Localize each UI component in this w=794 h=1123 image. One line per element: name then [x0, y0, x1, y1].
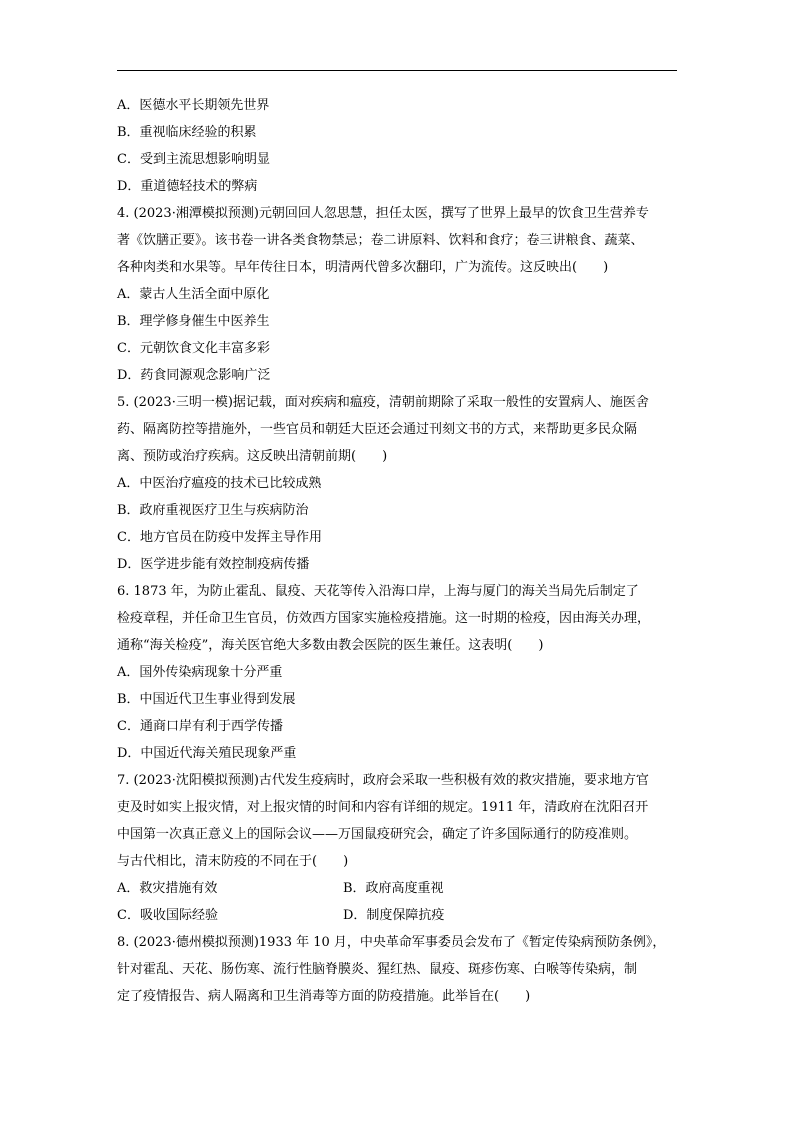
q5-option-a: A．中医治疗瘟疫的技术已比较成熟 — [117, 476, 322, 491]
q7-stem-line: 与古代相比，清末防疫的不同在于( ) — [117, 854, 349, 869]
q6-stem-line: 检疫章程，并任命卫生官员，仿效西方国家实施检疫措施。这一时期的检疫，因由海关办理， — [117, 611, 651, 626]
q6-stem-line: 通称“海关检疫”，海关医官绝大多数由教会医院的医生兼任。这表明( ) — [117, 638, 544, 653]
q7-option-c: C．吸收国际经验 — [117, 908, 218, 923]
q6-option-c: C．通商口岸有利于西学传播 — [117, 719, 283, 734]
q7-stem-line: 7. (2023·沈阳模拟预测)古代发生疫病时，政府会采取一些积极有效的救灾措施，要求地方官 — [117, 773, 649, 788]
q4-option-c: C．元朝饮食文化丰富多彩 — [117, 341, 270, 356]
q4-option-d: D．药食同源观念影响广泛 — [117, 368, 271, 383]
q4-stem-line: 各种肉类和水果等。早年传往日本，明清两代曾多次翻印，广为流传。这反映出( ) — [117, 260, 609, 275]
q4-option-a: A．蒙古人生活全面中原化 — [117, 287, 270, 302]
q8-stem-line: 8. (2023·德州模拟预测)1933 年 10 月，中央革命军事委员会发布了《暂定传染病预防条例》， — [117, 935, 666, 950]
q7-stem-line: 中国第一次真正意义上的国际会议——万国鼠疫研究会，确定了许多国际通行的防疫准则。 — [117, 827, 638, 842]
option-b: B．重视临床经验的积累 — [117, 125, 257, 140]
q7-option-b: B．政府高度重视 — [343, 881, 444, 896]
q4-stem-line: 著《饮膳正要》。该书卷一讲各类食物禁忌；卷二讲原料、饮料和食疗；卷三讲粮食、蔬菜、 — [117, 233, 644, 248]
q6-option-a: A．国外传染病现象十分严重 — [117, 665, 283, 680]
option-d: D．重道德轻技术的弊病 — [117, 179, 258, 194]
q7-options-row — [117, 875, 679, 902]
q5-option-d: D．医学进步能有效控制疫病传播 — [117, 557, 310, 572]
q5-stem-line: 药、隔离防控等措施外，一些官员和朝廷大臣还会通过刊刻文书的方式，来帮助更多民众隔 — [117, 422, 638, 437]
q7-option-a: A．救灾措施有效 — [117, 881, 218, 896]
q7-options-row — [117, 902, 679, 929]
q6-option-d: D．中国近代海关殖民现象严重 — [117, 746, 297, 761]
q6-stem-line: 6. 1873 年，为防止霍乱、鼠疫、天花等传入沿海口岸，上海与厦门的海关当局先后制定了 — [117, 584, 639, 599]
q5-option-b: B．政府重视医疗卫生与疾病防治 — [117, 503, 309, 518]
question-sheet — [117, 92, 679, 1010]
q5-stem-line: 5. (2023·三明一模)据记载，面对疾病和瘟疫，清朝前期除了采取一般性的安置病人、施医舍 — [117, 395, 649, 410]
header-rule — [117, 70, 677, 71]
option-c: C．受到主流思想影响明显 — [117, 152, 270, 167]
q4-stem-line: 4. (2023·湘潭模拟预测)元朝回回人忽思慧，担任太医，撰写了世界上最早的饮食卫生营养专 — [117, 206, 649, 221]
q8-stem-line: 针对霍乱、天花、肠伤寒、流行性脑脊膜炎、猩红热、鼠疫、斑疹伤寒、白喉等传染病，制 — [117, 962, 638, 977]
q8-stem-line: 定了疫情报告、病人隔离和卫生消毒等方面的防疫措施。此举旨在( ) — [117, 989, 531, 1004]
q5-option-c: C．地方官员在防疫中发挥主导作用 — [117, 530, 322, 545]
q4-option-b: B．理学修身催生中医养生 — [117, 314, 270, 329]
q7-stem-line: 吏及时如实上报灾情，对上报灾情的时间和内容有详细的规定。1911 年，清政府在沈阳召开 — [117, 800, 649, 815]
q5-stem-line: 离、预防或治疗疾病。这反映出清朝前期( ) — [117, 449, 388, 464]
q6-option-b: B．中国近代卫生事业得到发展 — [117, 692, 296, 707]
q7-option-d: D．制度保障抗疫 — [343, 908, 445, 923]
option-a: A．医德水平长期领先世界 — [117, 98, 270, 113]
